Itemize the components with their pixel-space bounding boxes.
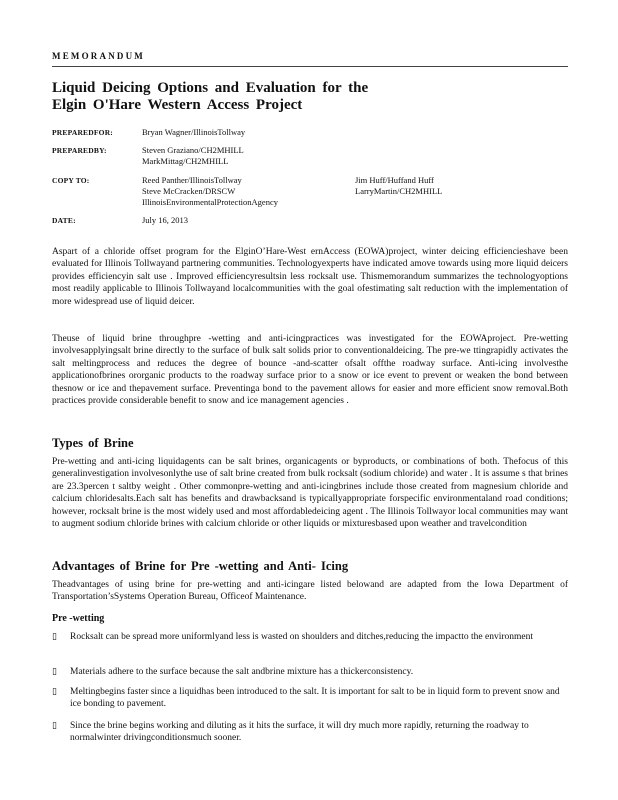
- date-value: July 16, 2013: [142, 215, 189, 225]
- memo-title: [52, 80, 368, 114]
- types-of-brine-paragraph: Pre-wetting and anti-icing liquidagents can be salt brines, organicagents or byproducts, or combinations of both. Thefocus of this generalinvestigation involvesonlythe use of salt brine created from bulk rocksalt (sodium chloride) and water . It is assume s that brines are 23.3percen t saltby weight . Other commonpre-wetting and anti-icingbrines include those created from magnesium chloride and calcium chloridesalts.Each salt has benefits and drawbacksand is typicallyappropriate forspecific environmentaland road conditions; however, rocksalt brine is the most widely used and most affordabledeicing agent . The Illinois Tollwayor local communities may want to augment sodium chloride brines with calcium chloride or other liquids or mixturesbased upon weather and travelcondition: [52, 457, 568, 530]
- copy-to-name: Reed Panther/IllinoisTollway: [142, 175, 242, 185]
- advantages-heading: Advantages of Brine for Pre -wetting and Anti- Icing: [52, 559, 349, 573]
- types-of-brine-heading: Types of Brine: [52, 436, 134, 450]
- prepared-by-values: [142, 145, 352, 167]
- date-label: DATE:: [52, 216, 76, 225]
- header-rule: [52, 66, 568, 67]
- pre-wetting-heading: Pre -wetting: [52, 613, 105, 624]
- copy-to-left-values: [142, 175, 352, 208]
- bullet-icon: ▯: [52, 687, 57, 697]
- advantages-paragraph: Theadvantages of using brine for pre-wetting and anti-icingare listed belowand are adapted from the Iowa Department of Transportation’sSystems Operation Bureau, Officeof Maintenance.: [52, 580, 568, 603]
- bullet-icon: ▯: [52, 667, 57, 677]
- list-item-text: Materials adhere to the surface because the salt andbrine mixture has a thickerconsistency.: [70, 667, 414, 677]
- prepared-by-row: [52, 145, 568, 169]
- list-item: [52, 631, 568, 657]
- prepared-for-label: PREPAREDFOR:: [52, 128, 114, 137]
- bullet-icon: ▯: [52, 632, 57, 642]
- title-line-1: Liquid Deicing Options and Evaluation for the: [52, 80, 369, 96]
- title-line-2: Elgin O'Hare Western Access Project: [52, 97, 303, 113]
- list-item-text: Since the brine begins working and diluting as it hits the surface, it will dry much more rapidly, returning the roadway to normalwinter drivingconditionsmuch sooner.: [70, 721, 529, 744]
- copy-to-name: Steve McCracken/DRSCW: [142, 186, 236, 196]
- list-item-text: Meltingbegins faster since a liquidhas been introduced to the salt. It is important for salt to be in liquid form to prevent snow and ice bonding to pavement.: [70, 687, 560, 710]
- copy-to-name: Jim Huff/Huffand Huff: [355, 175, 434, 185]
- copy-to-label: COPY TO:: [52, 176, 90, 185]
- prepared-for-value: Bryan Wagner/IllinoisTollway: [142, 127, 246, 137]
- date-row: [52, 215, 568, 227]
- list-item: [52, 666, 568, 680]
- list-item-text: Rocksalt can be spread more uniformlyand less is wasted on shoulders and ditches,reducing the impactto the environment: [70, 632, 534, 642]
- prepared-by-name: MarkMittag/CH2MHILL: [142, 156, 229, 166]
- brine-practices-paragraph: Theuse of liquid brine throughpre -wetting and anti-icingpractices was investigated for the EOWAproject. Pre-wetting involvesapplyingsalt brine directly to the surface of bulk salt solids prior to conventionaldeicing. The pre-we ttingrapidly activates the salt meltingprocess and reduces the degree of bounce -and-scatter ofsalt offthe roadway surface. Anti-icing involvesthe applicationofbrines ororganic products to the roadway surface prior to a snow or ice event to prevent or weaken the bond between thesnow or ice and thepavement surface. Preventinga bond to the pavement allows for easier and more efficient snow removal.Both practices provide considerable benefit to snow and ice management agencies .: [52, 334, 568, 407]
- copy-to-name: IllinoisEnvironmentalProtectionAgency: [142, 197, 278, 207]
- intro-paragraph: Aspart of a chloride offset program for the ElginO’Hare-West ernAccess (EOWA)project, winter deicing efficiencieshave been evaluated for Illinois Tollwayand partnering communities. Technologyexperts have indicated amove towards using more liquid deicers provides efficiencyin salt use . Improved efficiencyresultsin less rocksalt use. Thismemorandum summarizes the technologyoptions most readily applicable to Illinois Tollwayand localcommunities with the goal ofestimating salt reduction with the implementation of more widespread use of liquid deicer.: [52, 247, 568, 307]
- prepared-by-label: PREPAREDBY:: [52, 146, 107, 155]
- memo-label: MEMORANDUM: [52, 51, 145, 61]
- list-item: [52, 720, 568, 746]
- prepared-by-name: Steven Graziano/CH2MHILL: [142, 145, 244, 155]
- bullet-icon: ▯: [52, 721, 57, 731]
- list-item: [52, 686, 568, 712]
- prepared-for-row: [52, 127, 568, 139]
- copy-to-row: [52, 175, 568, 211]
- copy-to-right-values: [355, 175, 555, 197]
- copy-to-name: LarryMartin/CH2MHILL: [355, 186, 443, 196]
